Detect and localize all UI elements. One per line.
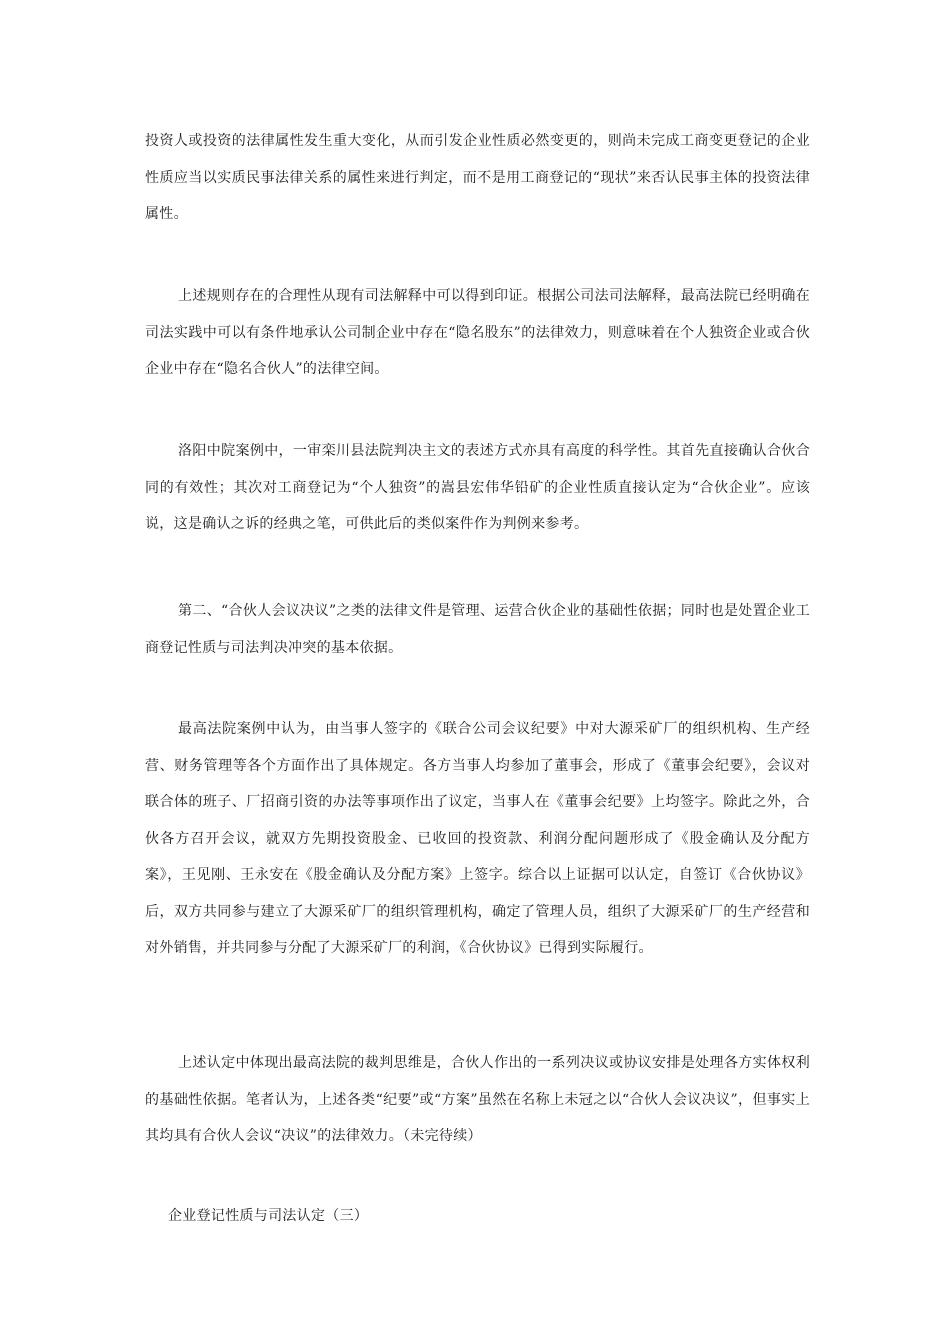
paragraph-5: 最高法院案例中认为，由当事人签字的《联合公司会议纪要》中对大源采矿厂的组织机构、生产经营、财务管理等各个方面作出了具体规定。各方当事人均参加了董事会，形成了《董事会纪要》，会议对联合体的班子、厂招商引资的办法等事项作出了议定，当事人在《董事会纪要》上均签字。除此之外，合伙各方召开会议，就双方先期投资股金、已收回的投资款、利润分配问题形成了《股金确认及分配方案》，王见刚、王永安在《股金确认及分配方案》上签字。综合以上证据可以认定，自签订《合伙协议》后，双方共同参与建立了大源采矿厂的组织管理机构，确定了管理人员，组织了大源采矿厂的生产经营和对外销售，并共同参与分配了大源采矿厂的利润，《合伙协议》已得到实际履行。: [145, 721, 810, 956]
paragraph-4: 第二、“合伙人会议决议”之类的法律文件是管理、运营合伙企业的基础性依据；同时也是处置企业工商登记性质与司法判决冲突的基本依据。: [145, 603, 810, 656]
section-title: 企业登记性质与司法认定（三）: [168, 1208, 369, 1224]
paragraph-2: 上述规则存在的合理性从现有司法解释中可以得到印证。根据公司法司法解释，最高法院已经明确在司法实践中可以有条件地承认公司制企业中存在“隐名股东”的法律效力，则意味着在个人独资企业或合伙企业中存在“隐名合伙人”的法律空间。: [145, 288, 810, 377]
paragraph-6: 上述认定中体现出最高法院的裁判思维是，合伙人作出的一系列决议或协议安排是处理各方实体权利的基础性依据。笔者认为，上述各类“纪要”或“方案”虽然在名称上未冠之以“合伙人会议决议”，但事实上其均具有合伙人会议“决议”的法律效力。（未完待续）: [145, 1055, 810, 1144]
paragraph-3: 洛阳中院案例中，一审栾川县法院判决主文的表述方式亦具有高度的科学性。其首先直接确认合伙合同的有效性；其次对工商登记为“个人独资”的嵩县宏伟华铅矿的企业性质直接认定为“合伙企业”。应该说，这是确认之诉的经典之笔，可供此后的类似案件作为判例来参考。: [145, 443, 810, 532]
paragraph-1: 投资人或投资的法律属性发生重大变化，从而引发企业性质必然变更的，则尚未完成工商变更登记的企业性质应当以实质民事法律关系的属性来进行判定，而不是用工商登记的“现状”来否认民事主体的投资法律属性。: [145, 133, 810, 222]
